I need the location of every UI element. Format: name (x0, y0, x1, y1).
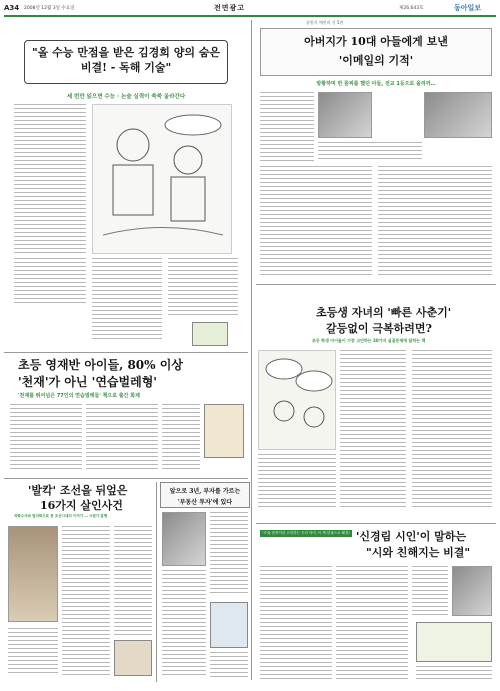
book-cover-realestate (210, 602, 248, 648)
article-practice-deck: '천재를 뛰어넘은 77인의 연습벌레들' 책으로 출간 화제 (18, 393, 140, 399)
headline-line-1: 아버지가 10대 아들에게 보낸 (304, 35, 448, 48)
body-text-col2 (114, 526, 152, 636)
paper-name: 동아일보 (454, 4, 482, 12)
article-realestate (160, 482, 250, 682)
body-text-col2 (162, 570, 206, 678)
body-text-col1 (340, 350, 406, 510)
book-cover-reading (192, 322, 228, 346)
headline-line-2: 갈등없이 극복하려면? (326, 322, 432, 335)
body-text-col3 (92, 258, 162, 342)
article-email (256, 20, 496, 282)
article-email-deck: 방황하며 반 꼴찌를 했던 아들, 전교 1등으로 올리까… (316, 81, 436, 87)
divider-right-1 (256, 284, 496, 285)
body-text-col3 (162, 404, 200, 470)
body-text-col4 (168, 258, 238, 318)
article-joseon-deck: 과학수사와 법의학으로 본 조선시대의 이야기 — 시원가 흥행 (14, 514, 108, 518)
body-text-col2 (336, 566, 408, 682)
body-text-col0 (258, 454, 336, 510)
article-suneung-headline (24, 40, 228, 84)
headline-line-1: 앞으로 3년, 부자를 가르는 (169, 488, 241, 495)
article-suneung-deck: 세 번만 읽으면 수능 · 논술 실력이 쑥쑥 올라간다 (66, 94, 186, 100)
body-text-col1 (62, 526, 110, 676)
headline-text: "올 수능 만점을 받은 김경희 양의 숨은 비결! - 독해 기술" (31, 46, 221, 74)
headline-line-1: 초등 영재반 아이들, 80% 이상 (18, 358, 183, 372)
divider-left-1 (4, 352, 248, 353)
body-text-col3 (260, 166, 372, 276)
body-text-col2 (14, 258, 86, 304)
body-text-col2 (412, 350, 492, 510)
photo-author (162, 512, 206, 566)
article-email-headline-box (260, 28, 492, 76)
body-text-col4 (378, 166, 492, 276)
body-text-col2 (86, 404, 158, 470)
divider-left-2 (4, 478, 248, 479)
article-puberty (256, 290, 496, 520)
article-poet (256, 526, 496, 686)
headline-line-2: "시와 친해지는 비결" (366, 546, 471, 559)
section-title: 전면광고 (214, 4, 246, 12)
article-puberty-deck: 초등 학생 아이들이 가장 고민하는 30가지 실질문제에 답하는 책 (312, 338, 426, 343)
headline-line-1: '신경림 시인'이 말하는 (356, 530, 467, 543)
body-text-col0 (8, 628, 58, 676)
article-joseon (4, 482, 154, 682)
illustration-kids (258, 350, 336, 450)
divider-right-2 (256, 523, 496, 524)
page-number: A34 (4, 4, 20, 12)
article-practice (4, 356, 248, 476)
body-text-col4 (416, 666, 492, 682)
article-realestate-headline-box (160, 482, 250, 508)
body-text-col3 (210, 652, 248, 678)
body-text-col1 (210, 512, 248, 596)
book-cover-practice (204, 404, 244, 458)
cartoon-illustration (92, 104, 232, 254)
masthead (4, 3, 496, 15)
headline-line-2: '천재'가 아닌 '연습벌레형' (18, 375, 157, 389)
article-poet-tag: '시'와 문학이라 고민하는 우리 아이, 이 책 한권으로 해결! (260, 530, 352, 537)
divider-bottom-mid (156, 482, 157, 682)
headline-line-2: '부동산 투자'에 있다 (177, 499, 233, 506)
body-text-col1 (260, 92, 314, 162)
headline-line-1: '발칵' 조선을 뒤엎은 (28, 484, 128, 497)
body-text-col3 (412, 566, 448, 618)
photo-portrait (424, 92, 492, 138)
column-divider (251, 20, 252, 680)
book-covers-poet (416, 622, 492, 662)
article-email-kicker: 송원식 예언의 신 5편 (306, 20, 344, 25)
photo-father-son (318, 92, 372, 138)
headline-line-2: 16가지 살인사건 (40, 499, 123, 512)
body-text-col1 (14, 104, 86, 254)
book-cover-joseon (114, 640, 152, 676)
body-text-col1 (260, 566, 332, 682)
paper-number: 제26,643호 (399, 6, 424, 11)
painting-joseon (8, 526, 58, 622)
issue-date: 2008년 12월 3일 수요일 (24, 6, 75, 11)
article-suneung (6, 40, 246, 350)
photo-poet (452, 566, 492, 616)
body-text-col2 (318, 142, 422, 162)
headline-line-1: 초등생 자녀의 '빠른 사춘기' (316, 306, 452, 319)
headline-line-2: '이메일의 기적' (338, 54, 414, 67)
body-text-col1 (10, 404, 82, 470)
masthead-rule (4, 15, 496, 17)
